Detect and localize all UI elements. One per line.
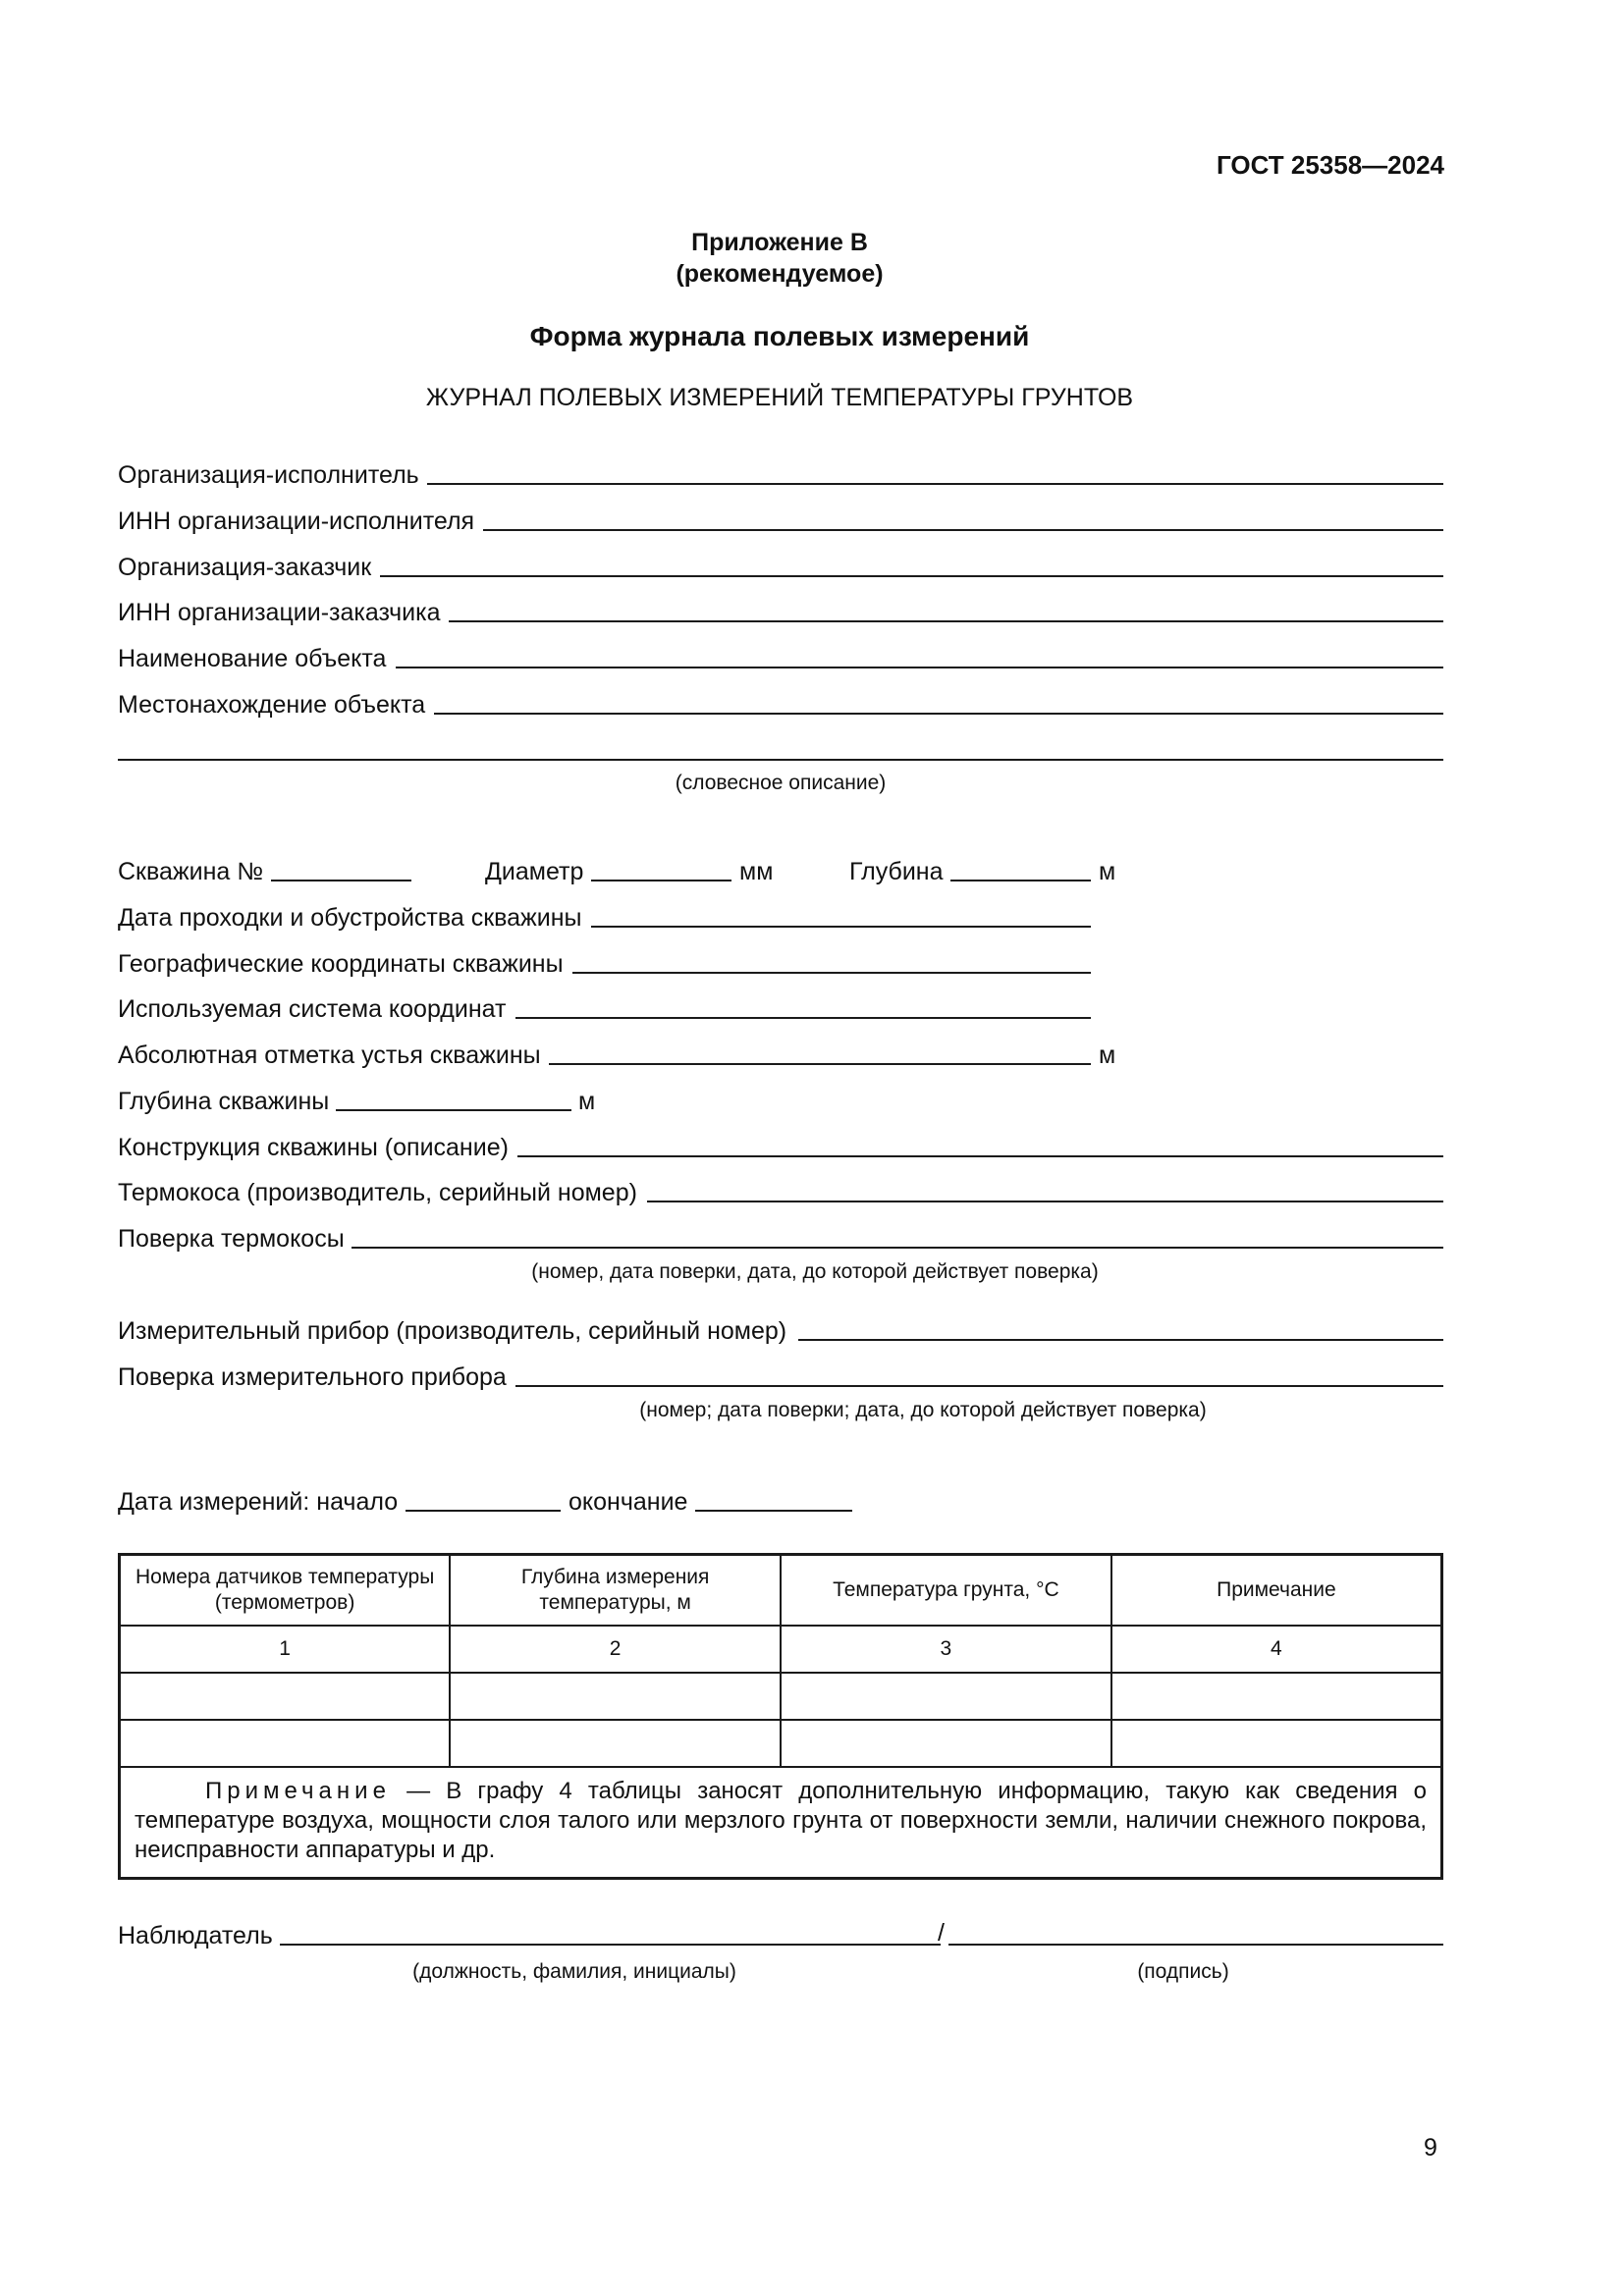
observer-label: Наблюдатель bbox=[118, 1922, 273, 1949]
measure-start-field[interactable] bbox=[406, 1510, 561, 1512]
observer-separator: / bbox=[938, 1919, 945, 1947]
instrument-check-field[interactable] bbox=[515, 1385, 1443, 1387]
table-cell[interactable] bbox=[781, 1720, 1111, 1767]
appendix-status: (рекомендуемое) bbox=[676, 260, 884, 288]
thermocable-check-label: Поверка термокосы bbox=[118, 1225, 345, 1253]
executor-field[interactable] bbox=[427, 483, 1443, 485]
header-sensor-numbers: Номера датчиков температуры (термометров) bbox=[120, 1555, 451, 1627]
table-cell[interactable] bbox=[120, 1720, 451, 1767]
measure-end-label: окончание bbox=[568, 1488, 688, 1516]
abs-mark-field[interactable] bbox=[549, 1063, 1091, 1065]
customer-field[interactable] bbox=[380, 575, 1443, 577]
instrument-label: Измерительный прибор (производитель, серийный номер) bbox=[118, 1317, 787, 1345]
table-row bbox=[120, 1673, 1442, 1720]
customer-inn-label: ИНН организации-заказчика bbox=[118, 599, 441, 626]
executor-label: Организация-исполнитель bbox=[118, 461, 419, 489]
measure-end-field[interactable] bbox=[695, 1510, 852, 1512]
instrument-check-caption: (номер; дата поверки; дата, до которой действует поверка) bbox=[639, 1399, 1207, 1421]
construction-label: Конструкция скважины (описание) bbox=[118, 1134, 509, 1161]
document-code: ГОСТ 25358—2024 bbox=[1217, 150, 1444, 180]
table-note-row bbox=[120, 1767, 1442, 1879]
form-title: Форма журнала полевых измерений bbox=[529, 321, 1030, 351]
header-note: Примечание bbox=[1111, 1555, 1442, 1627]
construction-field[interactable] bbox=[517, 1155, 1443, 1157]
object-location-label: Местонахождение объекта bbox=[118, 691, 426, 719]
instrument-field[interactable] bbox=[798, 1339, 1443, 1341]
column-number: 4 bbox=[1111, 1626, 1442, 1673]
thermocable-label: Термокоса (производитель, серийный номер) bbox=[118, 1179, 637, 1206]
observer-position-caption: (должность, фамилия, инициалы) bbox=[412, 1960, 736, 1983]
depth-field[interactable] bbox=[950, 880, 1091, 881]
object-location-field[interactable] bbox=[434, 713, 1443, 715]
geo-coords-label: Географические координаты скважины bbox=[118, 950, 564, 978]
table-row bbox=[120, 1720, 1442, 1767]
table-note bbox=[120, 1767, 1442, 1879]
abs-mark-unit: м bbox=[1099, 1041, 1116, 1069]
drill-date-label: Дата проходки и обустройства скважины bbox=[118, 904, 582, 932]
column-number: 2 bbox=[450, 1626, 781, 1673]
well-number-label: Скважина № bbox=[118, 858, 264, 885]
column-number: 1 bbox=[120, 1626, 451, 1673]
column-number: 3 bbox=[781, 1626, 1111, 1673]
diameter-field[interactable] bbox=[591, 880, 731, 881]
drill-date-field[interactable] bbox=[591, 926, 1091, 928]
table-column-numbers-row bbox=[120, 1626, 1442, 1673]
geo-coords-field[interactable] bbox=[572, 972, 1091, 974]
diameter-unit: мм bbox=[739, 858, 774, 885]
observer-signature-field[interactable] bbox=[948, 1944, 1443, 1946]
well-number-field[interactable] bbox=[271, 880, 411, 881]
page-number: 9 bbox=[1424, 2134, 1437, 2162]
journal-title: ЖУРНАЛ ПОЛЕВЫХ ИЗМЕРЕНИЙ ТЕМПЕРАТУРЫ ГРУНТОВ bbox=[425, 384, 1134, 411]
table-cell[interactable] bbox=[120, 1673, 451, 1720]
table-note-text: — В графу 4 таблицы заносят дополнительную информацию, такую как сведения о температуре воздуха, мощности слоя талого или мерзлого грунта от поверхности земли, наличии снежного покрова, неисправности аппаратуры и др. bbox=[135, 1778, 1427, 1863]
measurements-table bbox=[118, 1553, 1443, 1880]
table-note-label: Примечание bbox=[205, 1778, 391, 1804]
measure-start-label: Дата измерений: начало bbox=[118, 1488, 399, 1516]
diameter-label: Диаметр bbox=[485, 858, 584, 885]
well-depth-unit: м bbox=[578, 1088, 596, 1115]
header-soil-temperature: Температура грунта, °С bbox=[781, 1555, 1111, 1627]
instrument-check-label: Поверка измерительного прибора bbox=[118, 1363, 507, 1391]
thermocable-check-caption: (номер, дата поверки, дата, до которой действует поверка) bbox=[531, 1260, 1099, 1283]
header-measure-depth: Глубина измерения температуры, м bbox=[450, 1555, 781, 1627]
table-cell[interactable] bbox=[450, 1673, 781, 1720]
observer-signature-caption: (подпись) bbox=[1137, 1960, 1229, 1983]
well-depth-label: Глубина скважины bbox=[118, 1088, 330, 1115]
table-cell[interactable] bbox=[781, 1673, 1111, 1720]
object-location-field-continued[interactable] bbox=[118, 759, 1443, 761]
depth-unit: м bbox=[1099, 858, 1116, 885]
thermocable-check-field[interactable] bbox=[352, 1247, 1443, 1249]
table-cell[interactable] bbox=[1111, 1673, 1442, 1720]
customer-label: Организация-заказчик bbox=[118, 554, 372, 581]
customer-inn-field[interactable] bbox=[449, 620, 1443, 622]
thermocable-field[interactable] bbox=[647, 1201, 1443, 1202]
executor-inn-field[interactable] bbox=[483, 529, 1443, 531]
object-name-field[interactable] bbox=[396, 667, 1443, 668]
coord-system-label: Используемая система координат bbox=[118, 995, 507, 1023]
appendix-title: Приложение В bbox=[691, 229, 868, 256]
table-cell[interactable] bbox=[450, 1720, 781, 1767]
object-name-label: Наименование объекта bbox=[118, 645, 387, 672]
well-depth-field[interactable] bbox=[336, 1109, 571, 1111]
location-caption: (словесное описание) bbox=[675, 772, 887, 794]
coord-system-field[interactable] bbox=[515, 1017, 1091, 1019]
abs-mark-label: Абсолютная отметка устья скважины bbox=[118, 1041, 541, 1069]
depth-label: Глубина bbox=[849, 858, 944, 885]
observer-position-field[interactable] bbox=[280, 1944, 941, 1946]
table-cell[interactable] bbox=[1111, 1720, 1442, 1767]
executor-inn-label: ИНН организации-исполнителя bbox=[118, 507, 475, 535]
table-header-row bbox=[120, 1555, 1442, 1627]
